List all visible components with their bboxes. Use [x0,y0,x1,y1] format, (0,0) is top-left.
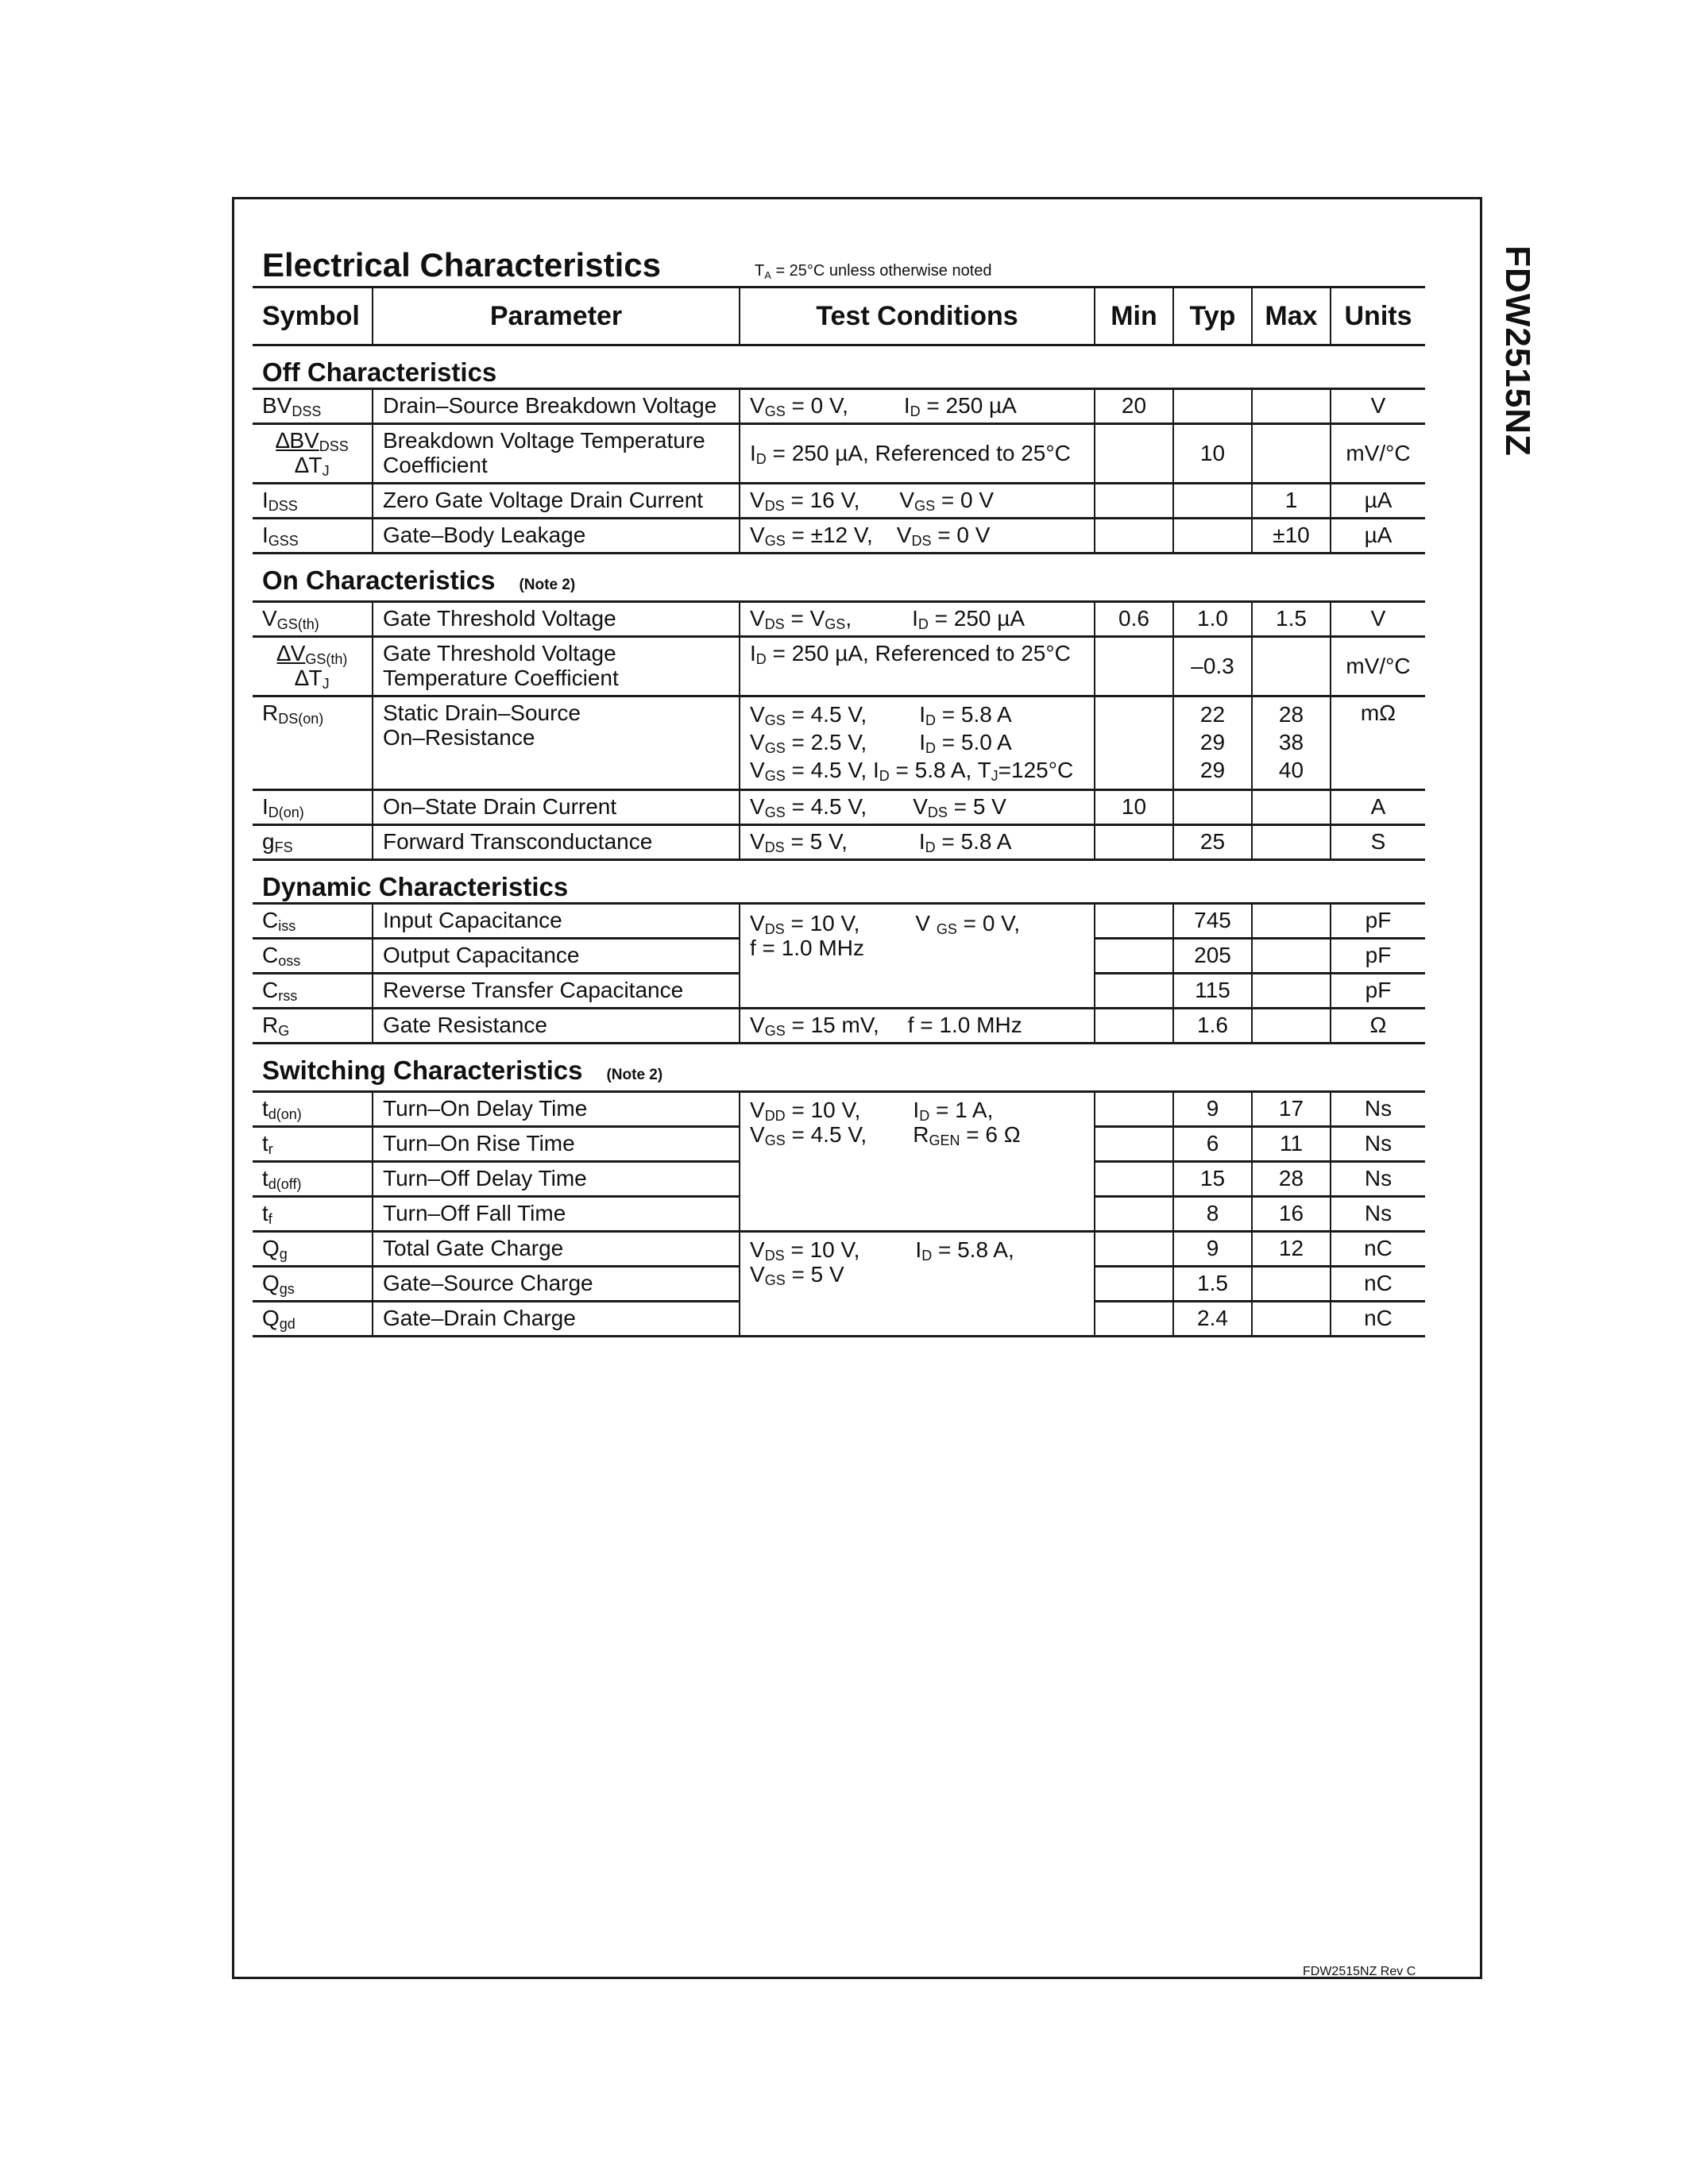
table-row: $C_{rss}$ Reverse Transfer Capacitance 115 pF [253,974,1425,1009]
table-row: $t_f$ Turn–Off Fall Time 8 16 Ns [253,1197,1425,1232]
ambient-note: $T_A = 25^\circ C$ unless otherwise noted [755,262,992,281]
table-row: $t_{d(on)}$ Turn–On Delay Time $V_{DD} = 10$ V, $I_D = 1$ A, $V_{GS} = 4.5$ V, $R_{GEN} = 6$ Ω 9 17 Ns [253,1092,1425,1127]
table-row: $I_{D(on)}$ On–State Drain Current $V_{GS} = 4.5$ V, $V_{DS} = 5$ V 10 A [253,790,1425,825]
table-row: $I_{GSS}$ Gate–Body Leakage $V_{GS} = \pm 12$ V, $V_{DS} = 0$ V ±10 µA [253,519,1425,554]
table-row: $Q_g$ Total Gate Charge $V_{DS} = 10$ V, $I_D = 5.8$ A, $V_{GS} = 5$ V 9 12 nC [253,1232,1425,1267]
table-row: $g_{FS}$ Forward Transconductance $V_{DS} = 5$ V, $I_D = 5.8$ A 25 S [253,825,1425,860]
table-row: $t_{d(off)}$ Turn–Off Delay Time 15 28 Ns [253,1162,1425,1197]
header-min: Min [1095,287,1173,345]
table-row: $C_{oss}$ Output Capacitance 205 pF [253,939,1425,974]
side-part-number: FDW2515NZ [1498,245,1537,457]
section-on: On Characteristics (Note 2) [253,554,1425,602]
header-conditions: Test Conditions [740,287,1095,345]
header-row [253,287,1425,345]
header-units: Units [1331,287,1425,345]
section-off: Off Characteristics [253,345,1425,389]
table-row: $C_{iss}$ Input Capacitance $V_{DS} = 10$ V, V $_{GS}$ = 0 V, f = 1.0 MHz 745 pF [253,904,1425,939]
table-row: $t_r$ Turn–On Rise Time 6 11 Ns [253,1127,1425,1162]
section-switching: Switching Characteristics (Note 2) [253,1044,1425,1092]
table-row: $R_G$ Gate Resistance $V_{GS} = 15$ mV, f = 1.0 MHz 1.6 Ω [253,1009,1425,1044]
header-typ: Typ [1173,287,1252,345]
electrical-characteristics-table [253,286,1425,1337]
table-row: $\Delta BV_{DSS}$ $\Delta T_J$ Breakdown Voltage Temperature Coefficient $I_D = 250$ µA, Referenced to 25°C 10 mV/°C [253,424,1425,484]
header-max: Max [1252,287,1331,345]
header-symbol: Symbol [253,287,373,345]
table-row: $BV_{DSS}$ Drain–Source Breakdown Voltage $V_{GS} = 0$ V, $I_D = 250$ µA 20 V [253,389,1425,424]
table-row: $\Delta V_{GS(th)}$ $\Delta T_J$ Gate Threshold Voltage Temperature Coefficient $I_D = 250$ µA, Referenced to 25°C –0.3 mV/°C [253,637,1425,696]
header-parameter: Parameter [373,287,740,345]
section-dynamic: Dynamic Characteristics [253,860,1425,904]
table-row: $I_{DSS}$ Zero Gate Voltage Drain Current $V_{DS} = 16$ V, $V_{GS} = 0$ V 1 µA [253,484,1425,519]
section-title: Electrical Characteristics [262,246,661,284]
footer-revision: FDW2515NZ Rev C [1303,1965,1416,1978]
table-row: $Q_{gs}$ Gate–Source Charge 1.5 nC [253,1267,1425,1302]
table-row: $R_{DS(on)}$ Static Drain–Source On–Resistance $V_{GS} = 4.5$ V, $I_D = 5.8$ A $V_{GS} = 2.5$ V, $I_D = 5.0$ A $V_{GS} = 4.5$ V, $I_D = 5.8$ A, $T_J=125^\circ C$ 22 29 29 28 38 40 mΩ [253,696,1425,790]
table-row: $V_{GS(th)}$ Gate Threshold Voltage $V_{DS} = V_{GS}$, $I_D = 250$ µA 0.6 1.0 1.5 V [253,602,1425,637]
table-row: $Q_{gd}$ Gate–Drain Charge 2.4 nC [253,1302,1425,1337]
